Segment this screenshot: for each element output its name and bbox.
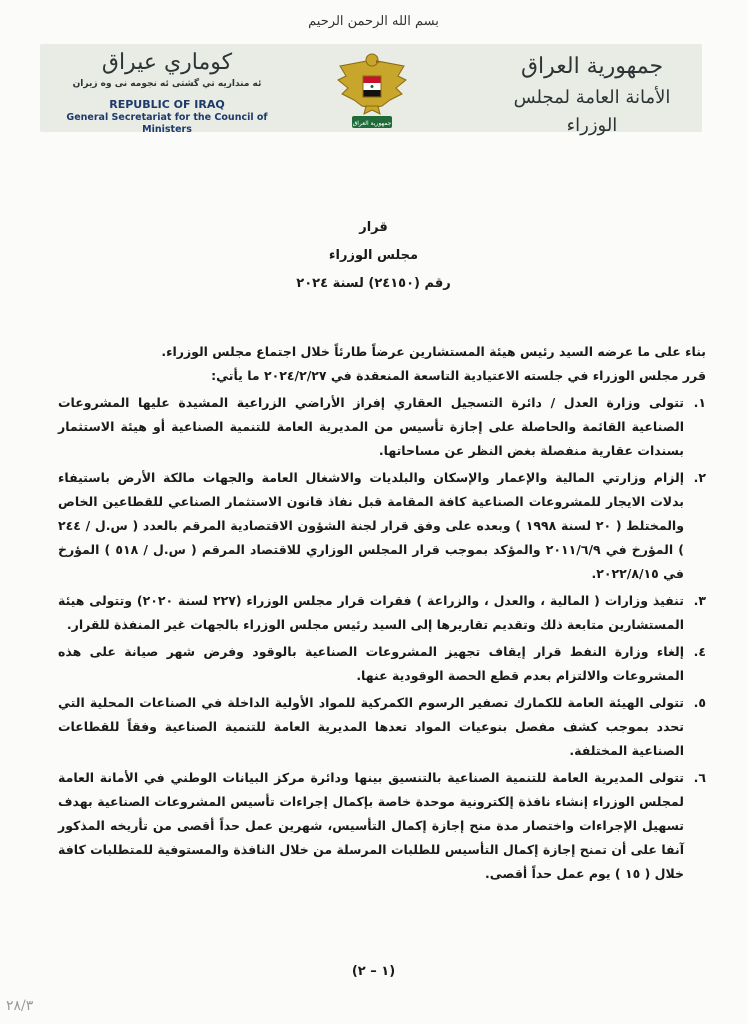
list-item (58, 640, 706, 688)
item-text: إلزام وزارتي المالية والإعمار والإسكان والبلديات والاشغال العامة والجهات مالكة الأرض باستيفاء بدلات الايجار للمشروعات الصناعية كافة المقامة قبل نفاذ قانون الاستثمار الصناعي للقطاعين الخاص والمختلط ( ٢٠ لسنة ١٩٩٨ ) وبعده على وفق قرار لجنة الشؤون الاقتصادية المرقم بالعدد ( س.ل / ٢٤٤ ) المؤرخ في ٢٠١١/٦/٩ والمؤكد بموجب قرار المجلس الوزاري للاقتصاد المرقم ( س.ل / ٥١٨ ) المؤرخ في ٢٠٢٢/٨/١٥. (58, 470, 684, 581)
list-item (58, 766, 706, 886)
decision-body (58, 340, 706, 886)
list-item (58, 391, 706, 463)
item-text: تتولى الهيئة العامة للكمارك تصفير الرسوم الكمركية للمواد الأولية الداخلة في الصناعات المحلية التي تحدد بموجب كشف مفصل بنوعيات المواد تعدها المديرية العامة للتنمية الصناعية وفقاً للقطاعات الصناعية المختلفة. (58, 695, 684, 758)
decision-heading: قرار (359, 220, 388, 235)
arabic-subtitle: الأمانة العامة لمجلس الوزراء (513, 87, 671, 136)
list-item (58, 466, 706, 586)
kurdish-title: كوماري عيراق (101, 50, 233, 75)
item-text: تتولى المديرية العامة للتنمية الصناعية بالتنسيق بينها ودائرة مركز البيانات الوطني في الأمانة العامة لمجلس الوزراء إنشاء نافذة إلكترونية موحدة خاصة بإكمال إجراءات تأسيس المشروعات الصناعية بهدف تسهيل الإجراءات واختصار مدة منح إجازة إكمال التأسيس، شهرين عمل حداً أقصى من تأريخه المذكور آنفا على أن تمنح إجازة إكمال التأسيس للطلبات المرسلة من خلال النافذة والمستوفية للمتطلبات كافة خلال ( ١٥ ) يوم عمل حداً أقصى. (58, 770, 684, 881)
english-title: REPUBLIC OF IRAQ (109, 98, 225, 111)
item-number: ٤. (693, 644, 706, 659)
arabic-title: جمهورية العراق (520, 54, 664, 79)
letterhead-right (492, 52, 692, 140)
item-number: ٥. (693, 695, 706, 710)
decision-title (0, 214, 747, 298)
letterhead (40, 44, 702, 136)
kurdish-subtitle: ئه منداريه تي گشتى ئه نجومه نى وه زيران (72, 79, 262, 89)
page-number: (١ – ٢) (351, 964, 396, 979)
resolution-paragraph: قرر مجلس الوزراء في جلسته الاعتيادية التاسعة المنعقدة في ٢٠٢٤/٢/٢٧ ما يأتي: (211, 368, 706, 383)
basmala: بسم الله الرحمن الرحيم (308, 14, 439, 29)
item-text: إلغاء وزارة النفط قرار إيقاف تجهيز المشروعات الصناعية بالوقود وفرض شهر صيانة على هذه المشروعات والالتزام بعدم قطع الحصة الوقودية عنها. (58, 644, 684, 683)
item-number: ١. (693, 395, 706, 410)
item-number: ٣. (693, 593, 706, 608)
decision-number: رقم (٢٤١٥٠) لسنة ٢٠٢٤ (296, 276, 451, 291)
english-subtitle: General Secretariat for the Council of Ministers (66, 112, 268, 135)
letterhead-left (52, 50, 282, 136)
item-text: تنفيذ وزارات ( المالية ، والعدل ، والزراعة ) فقرات قرار مجلس الوزراء (٢٢٧ لسنة ٢٠٢٠) وتتولى هيئة المستشارين متابعة ذلك وتقديم تقاريرها إلى السيد رئيس مجلس الوزراء بالجهات غير المنفذة للقرار. (58, 593, 684, 632)
item-number: ٢. (693, 470, 706, 485)
intro-paragraph: بناء على ما عرضه السيد رئيس هيئة المستشارين عرضاً طارئاً خلال اجتماع مجلس الوزراء. (161, 344, 706, 359)
council-name: مجلس الوزراء (328, 248, 419, 263)
list-item (58, 691, 706, 763)
emblem-ribbon-text: جمهورية العراق (352, 120, 392, 127)
corner-page-mark: ٢٨/٣ (6, 998, 34, 1014)
list-item (58, 589, 706, 637)
item-number: ٦. (693, 770, 706, 785)
item-text: تتولى وزارة العدل / دائرة التسجيل العقاري إفراز الأراضي الزراعية المشيدة عليها المشروعات الصناعية القائمة والحاصلة على إجازة تأسيس من المديرية العامة للتنمية الصناعية أو هيئة الاستثمار بسندات عقارية منفصلة بغض النظر عن مساحاتها. (58, 395, 684, 458)
eagle-emblem-icon (332, 46, 412, 132)
